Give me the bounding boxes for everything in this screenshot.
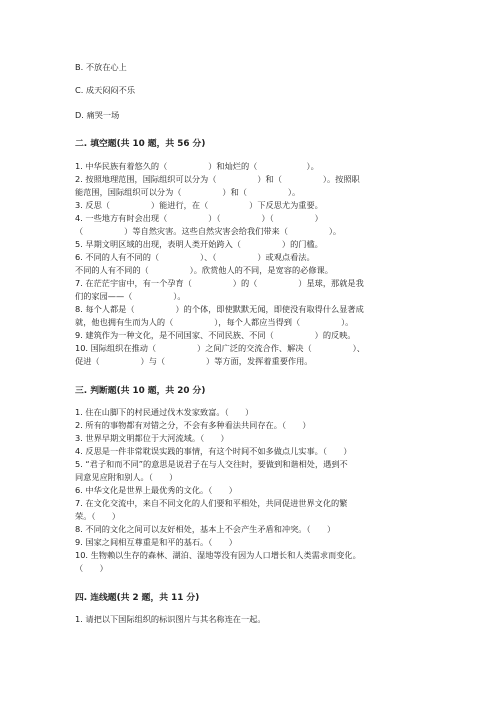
judge-line: 同意见应附和别人。（ ） bbox=[75, 472, 178, 482]
judge-line: 1. 住在山脚下的村民通过伐木发家致富。（ ） bbox=[75, 407, 254, 417]
judge-line: 3. 世界早期文明都位于大河流域。（ ） bbox=[75, 433, 229, 443]
fill-line: 1. 中华民族有着悠久的（ ）和灿烂的（ ）。 bbox=[75, 161, 319, 171]
fill-line: 促进（ ）与（ ）等方面，发挥着重要作用。 bbox=[75, 356, 313, 366]
section-title-true-false: 三. 判断题(共 10 题，共 20 分) bbox=[75, 386, 206, 396]
option-b: B. 不放在心上 bbox=[75, 62, 127, 72]
fill-line: 3. 反思（ ）能进行，在（ ）下反思尤为重要。 bbox=[75, 200, 323, 210]
fill-line: 8. 每个人都是（ ）的个体，即使默默无闻，即使没有取得什么显著成 bbox=[75, 304, 364, 314]
fill-line: 7. 在茫茫宇宙中，有一个孕育（ ）的（ ）星球，那就是我 bbox=[75, 278, 364, 288]
fill-line: 不同的人有不同的（ ）。欣赏他人的不同，是宽容的必修课。 bbox=[75, 265, 333, 275]
fill-line: 2. 按照地理范围，国际组织可以分为（ ）和（ ）。按照职 bbox=[75, 174, 360, 184]
judge-line: 2. 所有的事物都有对错之分，不会有多种看法共同存在。（ ） bbox=[75, 420, 311, 430]
judge-line: 9. 国家之间相互尊重是和平的基石。（ ） bbox=[75, 537, 237, 547]
judge-line: 10. 生物赖以生存的森林、湖泊、湿地等没有因为人口增长和人类需求而变化。 bbox=[75, 550, 361, 560]
option-c: C. 成天闷闷不乐 bbox=[75, 85, 136, 95]
fill-line: 们的家园——（ ）。 bbox=[75, 291, 186, 301]
fill-line: 6. 不同的人有不同的（ ）、（ ）或观点看法。 bbox=[75, 252, 315, 262]
section-title-fill-blank: 二. 填空题(共 10 题，共 56 分) bbox=[75, 139, 206, 149]
fill-line: 10. 国际组织在推动（ ）之间广泛的交流合作、解决（ ）、 bbox=[75, 343, 365, 353]
section-title-matching: 四. 连线题(共 2 题，共 11 分) bbox=[75, 593, 200, 603]
fill-line: 4. 一些地方有时会出现（ ）（ ）（ ） bbox=[75, 213, 323, 223]
judge-line: （ ） bbox=[75, 563, 108, 573]
judge-line: 5. “君子和而不同”的意思是说君子在与人交往时，要做到和谐相处，遇到不 bbox=[75, 459, 348, 469]
matching-line: 1. 请把以下国际组织的标识图片与其名称连在一起。 bbox=[75, 614, 266, 624]
fill-line: 9. 建筑作为一种文化，是不同国家、不同民族、不同（ ）的反映。 bbox=[75, 330, 356, 340]
judge-line: 荣。（ ） bbox=[75, 511, 121, 521]
judge-line: 7. 在文化交流中，来自不同文化的人们要和平相处，共同促进世界文化的繁 bbox=[75, 498, 348, 508]
judge-line: 4. 反思是一件非常耽误实践的事情，有这个时间不如多做点儿实事。（ ） bbox=[75, 446, 352, 456]
judge-line: 8. 不同的文化之间可以友好相处，基本上不会产生矛盾和冲突。（ ） bbox=[75, 524, 336, 534]
judge-line: 6. 中华文化是世界上最优秀的文化。（ ） bbox=[75, 485, 237, 495]
option-d: D. 痛哭一场 bbox=[75, 110, 120, 120]
fill-line: （ ）等自然灾害。这些自然灾害会给我们带来（ ）。 bbox=[75, 226, 342, 236]
fill-line: 能范围，国际组织可以分为（ ）和（ ）。 bbox=[75, 187, 301, 197]
fill-line: 就，他也拥有生而为人的（ ），每个人都应当得到（ ）。 bbox=[75, 317, 354, 327]
fill-line: 5. 早期文明区域的出现，表明人类开始跨入（ ）的门槛。 bbox=[75, 239, 323, 249]
